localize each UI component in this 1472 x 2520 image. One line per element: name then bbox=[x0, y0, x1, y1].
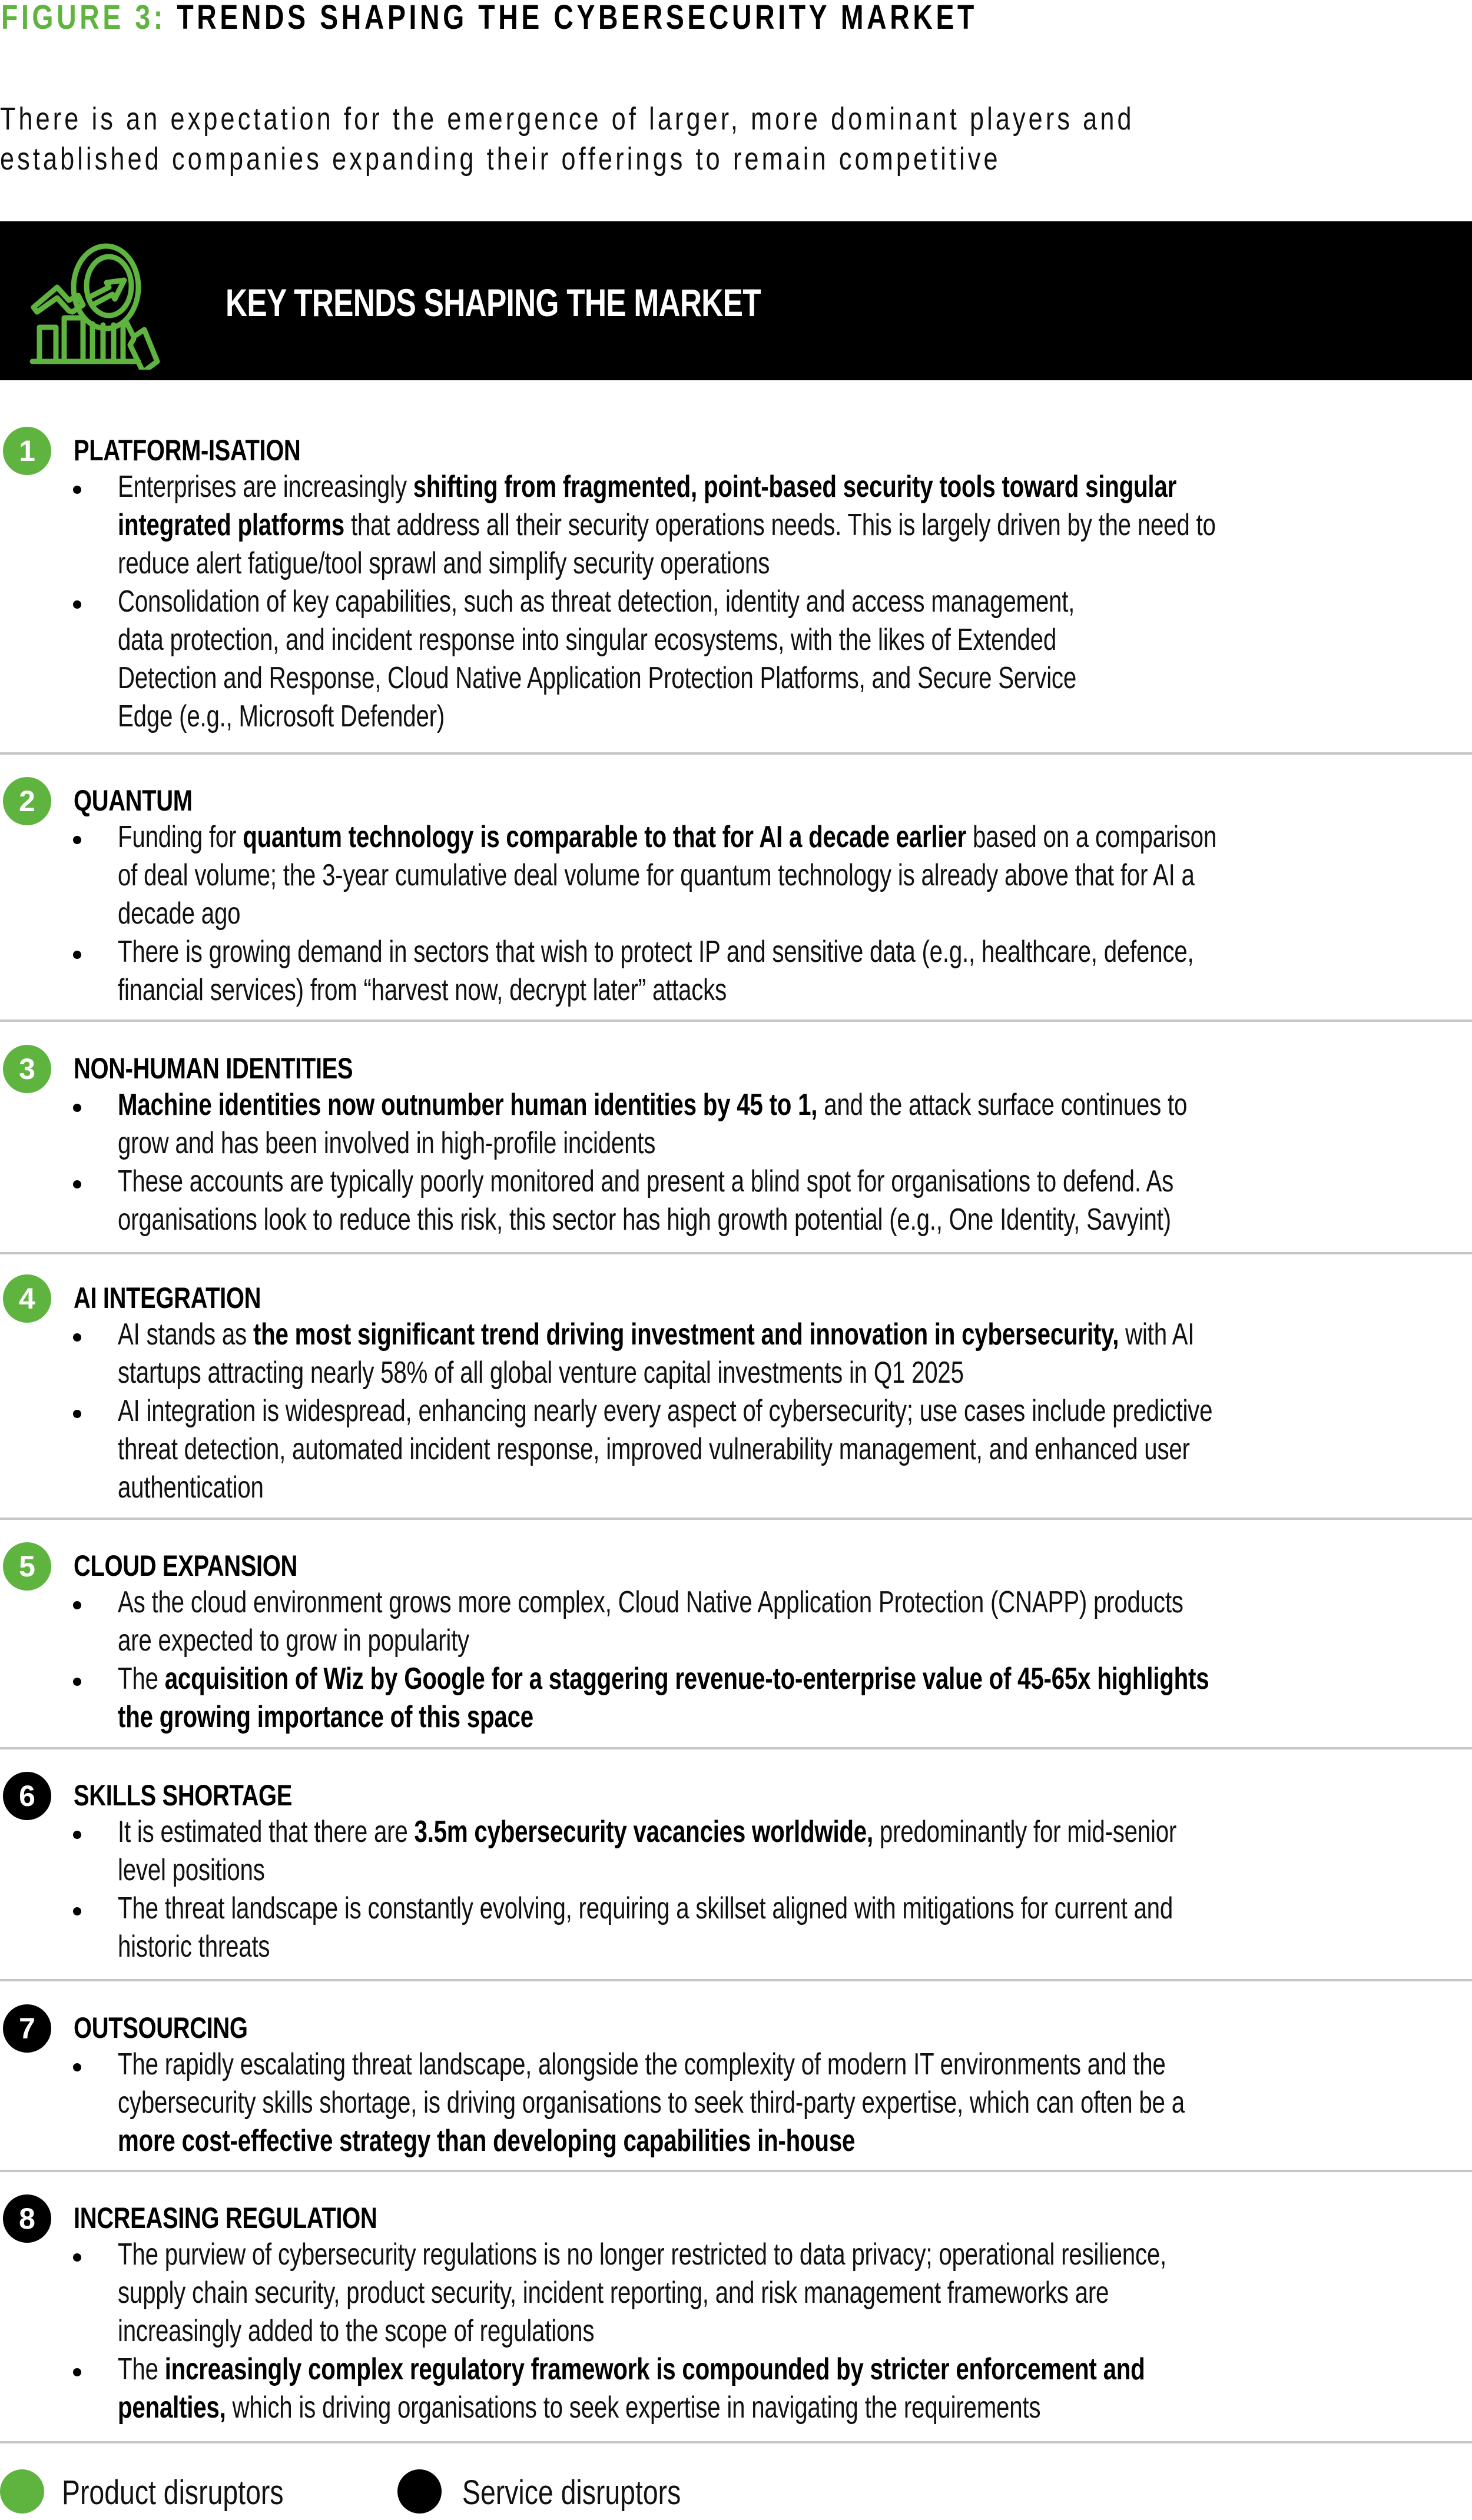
section-divider bbox=[0, 2170, 1472, 2172]
bullet-line bbox=[118, 2274, 1472, 2312]
trend-number-badge: 2 bbox=[3, 777, 51, 825]
section-divider bbox=[0, 2441, 1472, 2443]
bullet-dot-icon bbox=[73, 1333, 81, 1342]
bullet-line bbox=[118, 2350, 1472, 2389]
trend-title-text: SKILLS SHORTAGE bbox=[74, 1779, 293, 1812]
bullet-line bbox=[118, 1813, 1472, 1851]
bullet-dot-icon bbox=[73, 1410, 81, 1418]
bullet-line bbox=[118, 895, 1472, 933]
bold-text: acquisition of Wiz by Google for a staggering revenue-to-enterprise value of 45-65x highlights bbox=[164, 1662, 1209, 1696]
bold-text: increasingly complex regulatory framework is compounded by stricter enforcement and bbox=[164, 2352, 1145, 2386]
body-text: Funding for bbox=[118, 820, 243, 854]
bullet-item bbox=[0, 583, 1472, 736]
bullet-line bbox=[118, 1583, 1472, 1622]
bullet-line bbox=[118, 2046, 1472, 2084]
body-text: reduce alert fatigue/tool sprawl and simplify security operations bbox=[118, 546, 770, 580]
body-text: threat detection, automated incident response, improved vulnerability management, and enhanced user bbox=[118, 1432, 1190, 1466]
body-text: data protection, and incident response into singular ecosystems, with the likes of Extended bbox=[118, 623, 1057, 657]
bullet-item bbox=[0, 1086, 1472, 1163]
trend-bullets bbox=[0, 2236, 1472, 2427]
body-text: which is driving organisations to seek expertise in navigating the requirements bbox=[226, 2390, 1041, 2425]
bullet-item bbox=[0, 1583, 1472, 1660]
bullet-line bbox=[118, 1201, 1472, 1239]
bullet-dot-icon bbox=[73, 486, 81, 494]
body-text: historic threats bbox=[118, 1930, 270, 1964]
body-text: financial services) from “harvest now, decrypt later” attacks bbox=[118, 973, 727, 1007]
bullet-line bbox=[118, 933, 1472, 971]
section-divider bbox=[0, 1979, 1472, 1981]
body-text: grow and has been involved in high-profile incidents bbox=[118, 1126, 656, 1160]
trend-title bbox=[74, 783, 222, 818]
body-text: AI stands as bbox=[118, 1317, 253, 1352]
trend-number-badge: 6 bbox=[3, 1772, 51, 1820]
body-text: Detection and Response, Cloud Native Application Protection Platforms, and Secure Service bbox=[118, 661, 1077, 695]
figure-title-text: TRENDS SHAPING THE CYBERSECURITY MARKET bbox=[177, 0, 977, 36]
body-text: that address all their security operations needs. This is largely driven by the need to bbox=[344, 508, 1216, 542]
figure-title bbox=[1, 0, 1221, 35]
body-text: Enterprises are increasingly bbox=[118, 470, 413, 504]
bullet-line bbox=[118, 1851, 1472, 1890]
section-divider bbox=[0, 1747, 1472, 1749]
trend-number-badge: 8 bbox=[3, 2194, 51, 2243]
trend-title bbox=[74, 1548, 353, 1583]
body-text: It is estimated that there are bbox=[118, 1815, 415, 1849]
bold-text: penalties, bbox=[118, 2390, 226, 2425]
bullet-line bbox=[118, 2122, 1472, 2160]
legend-product-swatch bbox=[0, 2469, 44, 2514]
bullet-dot-icon bbox=[73, 1678, 81, 1686]
bullet-line bbox=[118, 1928, 1472, 1966]
bullet-line bbox=[118, 2389, 1472, 2427]
bullet-item bbox=[0, 1163, 1472, 1239]
trend-title bbox=[74, 1051, 423, 1086]
body-text: The bbox=[118, 1662, 165, 1696]
bullet-item bbox=[0, 2046, 1472, 2160]
trend-title bbox=[74, 1280, 308, 1316]
legend-product-label bbox=[62, 2472, 339, 2514]
key-trends-banner bbox=[0, 221, 1472, 380]
bullet-line bbox=[118, 2312, 1472, 2350]
bullet-line bbox=[118, 698, 1472, 736]
body-text: There is growing demand in sectors that wish to protect IP and sensitive data (e.g., healthcare, defence, bbox=[118, 935, 1194, 969]
bullet-line bbox=[118, 1469, 1472, 1507]
legend-service-label bbox=[462, 2472, 735, 2514]
body-text: startups attracting nearly 58% of all global venture capital investments in Q1 2025 bbox=[118, 1356, 964, 1390]
body-text: decade ago bbox=[118, 897, 241, 931]
trend-title-text: QUANTUM bbox=[74, 784, 193, 817]
body-text: As the cloud environment grows more complex, Cloud Native Application Protection (CNAPP) products bbox=[118, 1585, 1183, 1619]
trend-title bbox=[74, 433, 357, 468]
body-text: predominantly for mid-senior bbox=[873, 1815, 1177, 1849]
bullet-item bbox=[0, 2236, 1472, 2350]
bullet-dot-icon bbox=[73, 836, 81, 844]
bullet-dot-icon bbox=[73, 1601, 81, 1609]
trend-bullets bbox=[0, 1813, 1472, 1966]
bullet-dot-icon bbox=[73, 2368, 81, 2376]
magnifier-growth-chart-icon bbox=[26, 235, 174, 370]
body-text: Consolidation of key capabilities, such as threat detection, identity and access management, bbox=[118, 585, 1075, 619]
body-text: AI integration is widespread, enhancing nearly every aspect of cybersecurity; use cases include predictive bbox=[118, 1394, 1213, 1428]
body-text: The purview of cybersecurity regulations is no longer restricted to data privacy; operational resilience, bbox=[118, 2237, 1167, 2272]
bullet-dot-icon bbox=[73, 1180, 81, 1188]
trend-title-text: NON-HUMAN IDENTITIES bbox=[74, 1052, 353, 1085]
bullet-line bbox=[118, 659, 1472, 698]
bullet-line bbox=[118, 621, 1472, 659]
bold-text: shifting from fragmented, point-based security tools toward singular bbox=[413, 470, 1177, 504]
bold-text: integrated platforms bbox=[118, 508, 344, 542]
trend-title-text: OUTSOURCING bbox=[74, 2011, 248, 2044]
subtitle-line: established companies expanding their offerings to remain competitive bbox=[0, 141, 1001, 177]
bullet-item bbox=[0, 468, 1472, 583]
bullet-line bbox=[118, 1430, 1472, 1469]
trend-bullets bbox=[0, 1583, 1472, 1737]
trend-number-badge: 5 bbox=[3, 1542, 51, 1591]
bullet-item bbox=[0, 1316, 1472, 1392]
bullet-line bbox=[118, 1124, 1472, 1163]
bullet-line bbox=[118, 1392, 1472, 1430]
legend-service-text: Service disruptors bbox=[462, 2473, 681, 2512]
bold-text: more cost-effective strategy than developing capabilities in-house bbox=[118, 2124, 856, 2158]
section-divider bbox=[0, 752, 1472, 755]
banner-title-text: KEY TRENDS SHAPING THE MARKET bbox=[226, 281, 761, 324]
section-divider bbox=[0, 1518, 1472, 1520]
bullet-line bbox=[118, 583, 1472, 621]
body-text: The threat landscape is constantly evolving, requiring a skillset aligned with mitigations for current and bbox=[118, 1891, 1173, 1925]
bullet-item bbox=[0, 1660, 1472, 1737]
subtitle-line: There is an expectation for the emergence of larger, more dominant players and bbox=[0, 101, 1135, 137]
bold-text: the growing importance of this space bbox=[118, 1700, 533, 1734]
bullet-line bbox=[118, 468, 1472, 506]
bullet-item bbox=[0, 1813, 1472, 1890]
bold-text: the most significant trend driving investment and innovation in cybersecurity, bbox=[253, 1317, 1119, 1352]
bullet-line bbox=[118, 818, 1472, 856]
bullet-line bbox=[118, 544, 1472, 583]
bullet-dot-icon bbox=[73, 951, 81, 959]
trend-bullets bbox=[0, 1316, 1472, 1507]
body-text: increasingly added to the scope of regulations bbox=[118, 2314, 595, 2348]
trend-bullets bbox=[0, 468, 1472, 736]
body-text: of deal volume; the 3-year cumulative deal volume for quantum technology is already above that for AI a bbox=[118, 858, 1195, 892]
body-text: are expected to grow in popularity bbox=[118, 1623, 469, 1658]
bullet-dot-icon bbox=[73, 600, 81, 609]
body-text: organisations look to reduce this risk, this sector has high growth potential (e.g., One Identity, Savyint) bbox=[118, 1203, 1171, 1237]
body-text: with AI bbox=[1119, 1317, 1195, 1352]
bold-text: quantum technology is comparable to that for AI a decade earlier bbox=[243, 820, 966, 854]
legend-service-swatch bbox=[397, 2469, 442, 2514]
legend-product-text: Product disruptors bbox=[62, 2473, 284, 2512]
trend-bullets bbox=[0, 818, 1472, 1010]
bullet-line bbox=[118, 1163, 1472, 1201]
bullet-item bbox=[0, 1392, 1472, 1507]
bullet-item bbox=[0, 2350, 1472, 2427]
bullet-line bbox=[118, 856, 1472, 895]
banner-title bbox=[226, 282, 911, 323]
bullet-dot-icon bbox=[73, 1907, 81, 1915]
section-divider bbox=[0, 1252, 1472, 1254]
trend-title bbox=[74, 1778, 347, 1813]
bullet-item bbox=[0, 1890, 1472, 1966]
bullet-dot-icon bbox=[73, 2253, 81, 2262]
trend-number-badge: 1 bbox=[3, 427, 51, 475]
trend-bullets bbox=[0, 1086, 1472, 1239]
bullet-dot-icon bbox=[73, 1104, 81, 1112]
body-text: These accounts are typically poorly monitored and present a blind spot for organisations to defend. As bbox=[118, 1164, 1174, 1198]
bullet-line bbox=[118, 971, 1472, 1010]
bullet-item bbox=[0, 933, 1472, 1010]
trend-bullets bbox=[0, 2046, 1472, 2160]
body-text: Edge (e.g., Microsoft Defender) bbox=[118, 699, 445, 733]
trend-number-badge: 7 bbox=[3, 2004, 51, 2053]
body-text: supply chain security, product security, incident reporting, and risk management frameworks are bbox=[118, 2276, 1109, 2310]
bullet-line bbox=[118, 1316, 1472, 1354]
trend-title bbox=[74, 2200, 453, 2236]
section-divider bbox=[0, 1020, 1472, 1022]
body-text: based on a comparison bbox=[966, 820, 1217, 854]
body-text: cybersecurity skills shortage, is driving organisations to seek third-party expertise, which can often be a bbox=[118, 2086, 1185, 2120]
trend-title bbox=[74, 2010, 291, 2046]
bullet-dot-icon bbox=[73, 1831, 81, 1839]
trend-title-text: AI INTEGRATION bbox=[74, 1281, 261, 1314]
bold-text: Machine identities now outnumber human identities by 45 to 1, bbox=[118, 1088, 818, 1122]
trend-title-text: CLOUD EXPANSION bbox=[74, 1549, 297, 1582]
figure-subtitle bbox=[0, 99, 1418, 179]
bullet-line bbox=[118, 1622, 1472, 1660]
trend-title-text: INCREASING REGULATION bbox=[74, 2202, 377, 2235]
bullet-line bbox=[118, 1086, 1472, 1124]
bullet-line bbox=[118, 506, 1472, 544]
bullet-line bbox=[118, 2236, 1472, 2274]
body-text: level positions bbox=[118, 1853, 265, 1887]
bullet-line bbox=[118, 1890, 1472, 1928]
bullet-line bbox=[118, 2084, 1472, 2122]
body-text: authentication bbox=[118, 1470, 264, 1505]
body-text: The bbox=[118, 2352, 165, 2386]
bullet-line bbox=[118, 1354, 1472, 1392]
bullet-line bbox=[118, 1660, 1472, 1698]
body-text: and the attack surface continues to bbox=[817, 1088, 1188, 1122]
trend-number-badge: 4 bbox=[3, 1274, 51, 1323]
trend-title-text: PLATFORM-ISATION bbox=[74, 434, 301, 467]
bullet-item bbox=[0, 818, 1472, 933]
bullet-dot-icon bbox=[73, 2063, 81, 2071]
figure-label: FIGURE 3: bbox=[1, 0, 166, 36]
trend-number-badge: 3 bbox=[3, 1045, 51, 1093]
bullet-line bbox=[118, 1698, 1472, 1737]
legend bbox=[0, 2469, 1472, 2514]
bold-text: 3.5m cybersecurity vacancies worldwide, bbox=[414, 1815, 873, 1849]
body-text: The rapidly escalating threat landscape, alongside the complexity of modern IT environments and the bbox=[118, 2047, 1166, 2081]
